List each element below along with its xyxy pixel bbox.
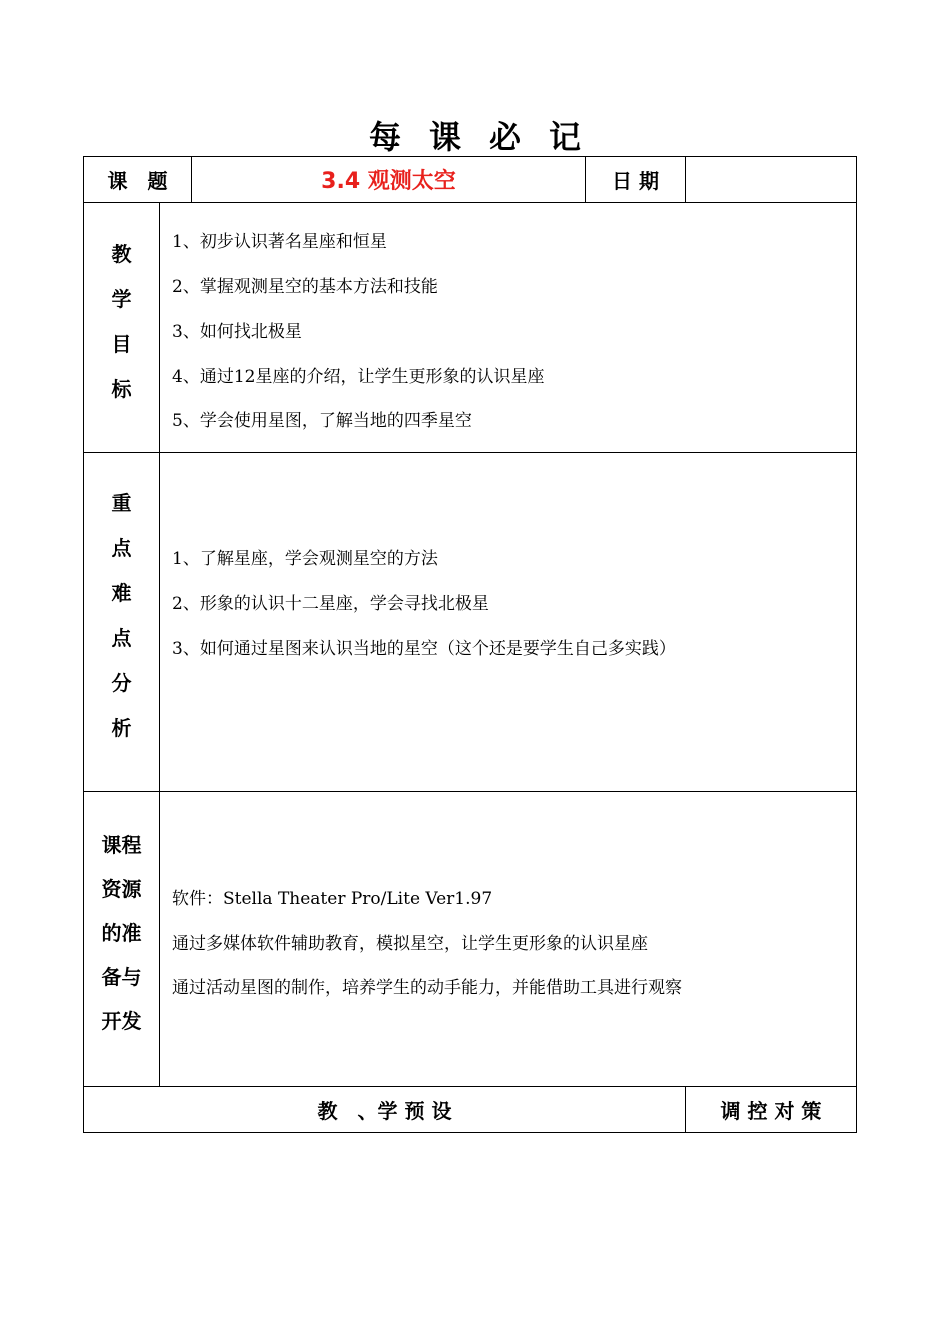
list-item: 通过活动星图的制作，培养学生的动手能力，并能借助工具进行观察: [172, 978, 682, 998]
teach-preset-label: 教 、学 预 设: [317, 1099, 452, 1123]
list-item: 1、初步认识著名星座和恒星: [172, 232, 387, 252]
list-item: 4、通过12星座的介绍，让学生更形象的认识星座: [172, 367, 545, 387]
key-points-list: [160, 453, 856, 791]
list-item: 2、形象的认识十二星座，学会寻找北极星: [172, 594, 489, 614]
list-item: 2、掌握观测星空的基本方法和技能: [172, 277, 438, 297]
date-label: 日 期: [612, 169, 659, 193]
list-item: 软件：Stella Theater Pro/Lite Ver1.97: [172, 889, 493, 909]
date-value: [686, 157, 856, 202]
control-strategy-label: 调 控 对 策: [720, 1099, 822, 1123]
list-item: 通过多媒体软件辅助教育，模拟星空，让学生更形象的认识星座: [172, 934, 648, 954]
lesson-title: 3.4 观测太空: [321, 169, 456, 194]
key-points-label: 重 点 难 点 分 析: [111, 491, 132, 740]
list-item: 3、如何通过星图来认识当地的星空（这个还是要学生自己多实践）: [172, 639, 676, 659]
list-item: 5、学会使用星图，了解当地的四季星空: [172, 411, 472, 431]
goals-label: 教 学 目 标: [111, 241, 132, 401]
resources-label: 课程 资源 的准 备与 开发: [101, 833, 142, 1033]
topic-label: 课 题: [107, 169, 168, 193]
goals-list: [160, 203, 856, 452]
list-item: 1、了解星座，学会观测星空的方法: [172, 549, 438, 569]
list-item: 3、如何找北极星: [172, 322, 302, 342]
page-title: 每课必记: [368, 118, 609, 156]
resources-list: [160, 792, 856, 1086]
